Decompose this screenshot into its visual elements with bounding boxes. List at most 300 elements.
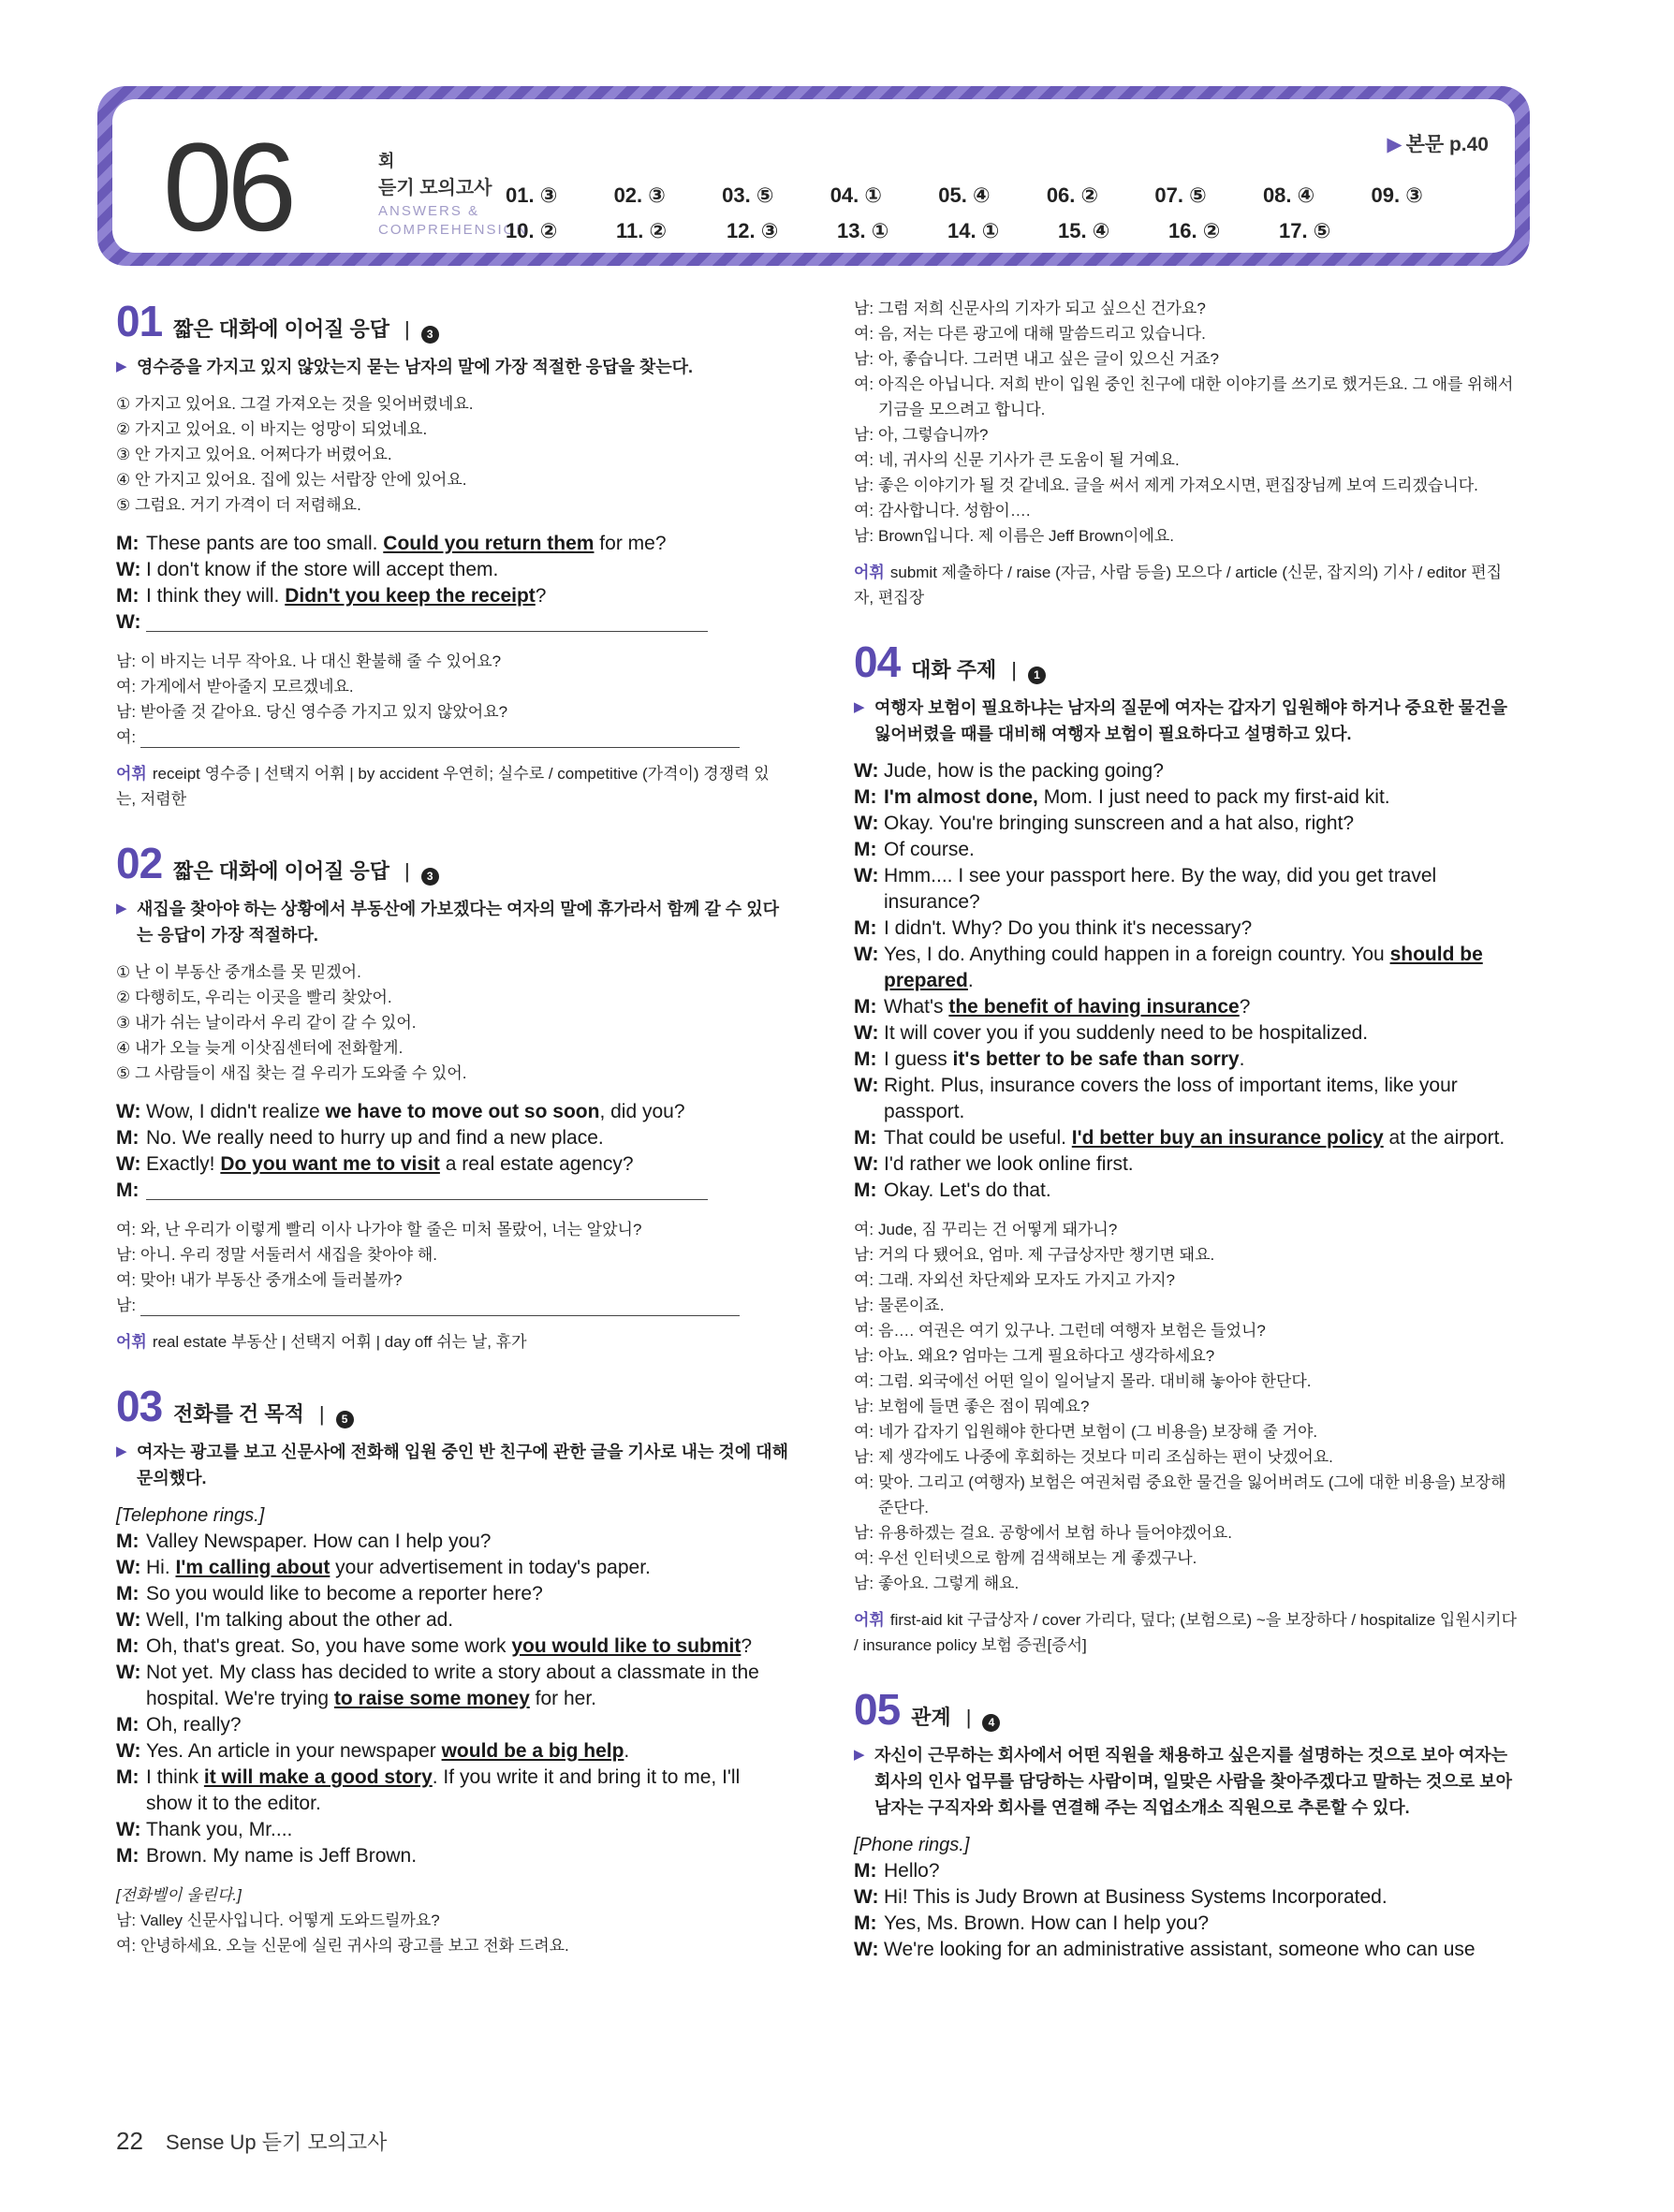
choice: ⑤ 그럼요. 거기 가격이 더 저렴해요. <box>116 496 361 514</box>
line-text: Thank you, Mr.... <box>146 1819 293 1840</box>
dialogue-line <box>116 1581 788 1607</box>
line-text: Well, I'm talking about the other ad. <box>146 1609 454 1631</box>
dialogue-line <box>116 1151 788 1178</box>
key-phrase: would be a big help <box>441 1740 624 1762</box>
line-text: Valley 신문사입니다. 어떻게 도와드릴까요? <box>140 1912 440 1929</box>
line-text: I guess <box>884 1048 953 1070</box>
line-text: 감사합니다. 성함이…. <box>878 502 1031 520</box>
stage-direction: [Phone rings.] <box>854 1835 970 1855</box>
dialogue-line <box>116 1529 788 1555</box>
line-text: Valley Newspaper. How can I help you? <box>146 1531 492 1552</box>
answer-item: 02. ③ <box>613 183 666 207</box>
stage-direction: [전화벨이 울린다.] <box>116 1886 242 1904</box>
line-text: I think they will. <box>146 585 286 607</box>
dialogue-line <box>854 916 1520 942</box>
test-subtitle: 듣기 모의고사 <box>378 178 492 198</box>
line-text: Hello? <box>884 1860 940 1882</box>
answer-item: 09. ③ <box>1371 183 1423 207</box>
key-phrase: the benefit of having insurance <box>948 996 1240 1018</box>
choice: ② 다행히도, 우리는 이곳을 빨리 찾았어. <box>116 989 392 1006</box>
answer-item: 13. ① <box>837 219 889 242</box>
line-text: . <box>624 1740 630 1762</box>
line-text: 아뇨. 왜요? 엄마는 그게 필요하다고 생각하세요? <box>878 1347 1215 1365</box>
translation-line <box>854 1444 1520 1470</box>
speaker: W: <box>116 1153 141 1175</box>
dialogue <box>854 1832 1520 1963</box>
answer-row-1 <box>506 183 1479 219</box>
line-text: 안녕하세요. 오늘 신문에 실린 귀사의 광고를 보고 전화 드려요. <box>140 1937 569 1955</box>
speaker: M: <box>854 1179 877 1201</box>
line-text: We're looking for an administrative assistant, someone who can use <box>884 1939 1476 1960</box>
speaker: W: <box>116 1819 141 1840</box>
line-text: 네, 귀사의 신문 기사가 큰 도움이 될 거예요. <box>878 451 1180 469</box>
line-text: 맞아. 그리고 (여행자) 보험은 여권처럼 중요한 물건을 잃어버려도 (그에 대한 비용을) 보장해 준단다. <box>878 1473 1506 1516</box>
key-phrase: I'm calling about <box>175 1557 330 1578</box>
key-phrase: it will make a good story <box>203 1766 433 1788</box>
dialogue-line <box>854 863 1520 916</box>
translation-line <box>116 649 788 674</box>
page-number: 22 <box>116 2127 143 2155</box>
dialogue-line <box>116 531 788 557</box>
vocab-label: 어휘 <box>116 1333 147 1351</box>
translation-line <box>116 1242 788 1267</box>
speaker: M: <box>854 917 877 939</box>
line-text: Yes, Ms. Brown. How can I help you? <box>884 1912 1210 1934</box>
line-text: 좋은 이야기가 될 것 같네요. 글을 써서 제게 가져오시면, 편집장님께 보여 드리겠습니다. <box>878 476 1478 494</box>
section-description: ▶ 여행자 보험이 필요하냐는 남자의 질문에 여자는 갑자기 입원해야 하거나 중요한 물건을 잃어버렸을 때를 대비해 여행자 보험이 필요하다고 설명하고 있다. <box>854 695 1520 747</box>
speaker: W: <box>116 1101 141 1122</box>
section-number: 01 <box>116 297 163 345</box>
section-title: 짧은 대화에 이어질 응답 <box>173 317 390 341</box>
divider: | <box>1011 658 1018 681</box>
line-text: . <box>967 970 974 991</box>
divider: | <box>404 317 410 341</box>
translation-line <box>854 498 1520 523</box>
dialogue-line <box>116 1765 788 1817</box>
stage-direction: [Telephone rings.] <box>116 1505 265 1526</box>
section-02-heading <box>116 838 788 888</box>
speaker: M: <box>854 1127 877 1149</box>
choice-list <box>116 960 788 1086</box>
speaker: 남: <box>854 1246 874 1264</box>
line-text: for me? <box>594 533 667 554</box>
translation-line <box>116 725 788 750</box>
answer-item: 03. ⑤ <box>722 183 774 207</box>
answers-label-2: COMPREHENSION <box>378 222 529 239</box>
section-title: 짧은 대화에 이어질 응답 <box>173 859 390 883</box>
answer-blank <box>140 729 740 748</box>
section-03-heading <box>116 1381 788 1431</box>
speaker: W: <box>116 1557 141 1578</box>
line-text: for her. <box>529 1688 596 1709</box>
translation-line <box>854 1318 1520 1343</box>
dialogue-line <box>116 1555 788 1581</box>
choice: ③ 내가 쉬는 날이라서 우리 같이 갈 수 있어. <box>116 1014 417 1032</box>
choice: ③ 안 가지고 있어요. 어쩌다가 버렸어요. <box>116 446 392 463</box>
speaker: M: <box>854 1048 877 1070</box>
line-text: Mom. I just need to pack my first-aid kit. <box>1037 786 1390 808</box>
speaker: M: <box>854 996 877 1018</box>
test-hoe: 회 <box>378 152 395 170</box>
translation-line <box>854 1242 1520 1267</box>
dialogue <box>116 1099 788 1204</box>
answer-item: 11. ② <box>616 219 668 242</box>
speaker: 여: <box>854 1322 874 1340</box>
line-text: 거의 다 됐어요, 엄마. 제 구급상자만 챙기면 돼요. <box>878 1246 1215 1264</box>
speaker: 여: <box>116 1271 137 1289</box>
line-text: 아직은 아닙니다. 저희 반이 입원 중인 친구에 대한 이야기를 쓰기로 했거든요. 그 애를 위해서 기금을 모으려고 합니다. <box>878 375 1514 418</box>
line-text: Jude, 짐 꾸리는 건 어떻게 돼가니? <box>878 1221 1118 1238</box>
answer-badge: 1 <box>1028 667 1046 684</box>
translation-line <box>116 1267 788 1293</box>
line-text: 이 바지는 너무 작아요. 나 대신 환불해 줄 수 있어요? <box>140 652 502 670</box>
speaker: M: <box>854 1912 877 1934</box>
line-text: 음…. 여권은 여기 있구나. 그런데 여행자 보험은 들었니? <box>878 1322 1266 1340</box>
line-text: 제 생각에도 나중에 후회하는 것보다 미리 조심하는 편이 낫겠어요. <box>878 1448 1333 1466</box>
line-text: Yes. An article in your newspaper <box>146 1740 442 1762</box>
section-04-heading <box>854 637 1520 687</box>
answer-item: 07. ⑤ <box>1154 183 1207 207</box>
dialogue-line <box>854 837 1520 863</box>
translation-line <box>854 523 1520 549</box>
speaker: 남: <box>854 1448 874 1466</box>
vocabulary <box>116 1329 788 1355</box>
dialogue-line <box>854 1884 1520 1911</box>
translation-line <box>854 1369 1520 1394</box>
answer-item: 15. ④ <box>1058 219 1110 242</box>
section-description: ▶ 영수증을 가지고 있지 않았는지 묻는 남자의 말에 가장 적절한 응답을 찾는다. <box>116 354 788 380</box>
page-reference-text: 본문 p.40 <box>1405 134 1489 155</box>
speaker: 남: <box>854 527 874 545</box>
section-number: 03 <box>116 1382 163 1430</box>
dialogue-line <box>116 1843 788 1869</box>
line-text: No. We really need to hurry up and find a new place. <box>146 1127 604 1149</box>
speaker: M: <box>854 839 877 860</box>
choice: ④ 내가 오늘 늦게 이삿짐센터에 전화할게. <box>116 1039 404 1057</box>
dialogue-line <box>116 1817 788 1843</box>
line-text: at the airport. <box>1383 1127 1505 1149</box>
page-reference <box>1387 129 1489 157</box>
translation-line <box>116 674 788 699</box>
answer-row-2 <box>506 219 1479 255</box>
line-text: 그럼. 외국에선 어떤 일이 일어날지 몰라. 대비해 놓아야 한단다. <box>878 1372 1312 1390</box>
speaker: W: <box>116 1609 141 1631</box>
key-phrase: should be prepared <box>884 944 1483 991</box>
speaker: W: <box>854 1075 879 1096</box>
line-text: 유용하겠는 걸요. 공항에서 보험 하나 들어야겠어요. <box>878 1524 1232 1542</box>
translation-line <box>116 1217 788 1242</box>
vocab-label: 어휘 <box>854 564 885 581</box>
key-phrase: Do you want me to visit <box>220 1153 440 1175</box>
key-phrase: Could you return them <box>383 533 595 554</box>
translation-line <box>854 1343 1520 1369</box>
speaker: M: <box>116 1845 140 1867</box>
speaker: 여: <box>854 502 874 520</box>
line-text: 와, 난 우리가 이렇게 빨리 이사 나가야 할 줄은 미처 몰랐어, 너는 알았니? <box>140 1221 642 1238</box>
translation-line <box>116 1933 788 1958</box>
vocabulary <box>854 560 1520 610</box>
speaker: 여: <box>854 451 874 469</box>
line-text: Wow, I didn't realize <box>146 1101 326 1122</box>
translation-line <box>854 1520 1520 1545</box>
line-text: Not yet. My class has decided to write a story about a classmate in the hospital. We're trying <box>146 1662 759 1709</box>
line-text: ? <box>535 585 547 607</box>
choice-list <box>116 391 788 518</box>
speaker: 여: <box>854 1423 874 1441</box>
left-column <box>116 296 788 1958</box>
line-text: So you would like to become a reporter here? <box>146 1583 543 1604</box>
line-text: 보험에 들면 좋은 점이 뭐예요? <box>878 1398 1090 1415</box>
line-text: 맞아! 내가 부동산 중개소에 들러볼까? <box>140 1271 403 1289</box>
line-text: What's <box>884 996 949 1018</box>
speaker: W: <box>854 1153 879 1175</box>
right-column <box>854 296 1520 1963</box>
translation-line <box>854 346 1520 372</box>
speaker: 여: <box>116 728 137 746</box>
line-text: 아, 그렇습니까? <box>878 426 989 444</box>
translation-line <box>116 1908 788 1933</box>
translation-line <box>854 1217 1520 1242</box>
answer-item: 06. ② <box>1046 183 1099 207</box>
speaker: M: <box>116 1179 140 1201</box>
speaker: 남: <box>854 426 874 444</box>
answer-item: 17. ⑤ <box>1279 219 1331 242</box>
divider: | <box>318 1402 325 1426</box>
translation-line <box>854 1470 1520 1520</box>
line-text: 아, 좋습니다. 그러면 내고 싶은 글이 있으신 거죠? <box>878 350 1219 368</box>
speaker: W: <box>854 1022 879 1044</box>
answer-item: 12. ③ <box>727 219 779 242</box>
line-text: Hmm.... I see your passport here. By the way, did you get travel insurance? <box>884 865 1437 913</box>
dialogue-line <box>854 1047 1520 1073</box>
choice: ② 가지고 있어요. 이 바지는 엉망이 되었네요. <box>116 420 428 438</box>
line-text: . <box>1239 1048 1245 1070</box>
speaker: W: <box>854 1886 879 1908</box>
speaker: W: <box>116 559 141 580</box>
dialogue-line <box>116 609 788 636</box>
choice: ⑤ 그 사람들이 새집 찾는 걸 우리가 도와줄 수 있어. <box>116 1064 467 1082</box>
vocab-text: real estate 부동산 | 선택지 어휘 | day off 쉬는 날, 휴가 <box>152 1333 527 1351</box>
speaker: 여: <box>854 1473 874 1491</box>
line-text: 네가 갑자기 입원해야 한다면 보험이 (그 비용을) 보장해 줄 거야. <box>878 1423 1318 1441</box>
vocab-label: 어휘 <box>854 1611 885 1629</box>
speaker: 남: <box>854 1398 874 1415</box>
vocab-text: receipt 영수증 | 선택지 어휘 | by accident 우연히; 실수로 / competitive (가격이) 경쟁력 있는, 저렴한 <box>116 765 770 808</box>
dialogue-line <box>116 1660 788 1712</box>
speaker: 남: <box>854 1296 874 1314</box>
line-text: I don't know if the store will accept them. <box>146 559 499 580</box>
speaker: 여: <box>854 1372 874 1390</box>
key-phrase: you would like to submit <box>511 1635 742 1657</box>
divider: | <box>404 859 410 883</box>
line-text: Jude, how is the packing going? <box>884 760 1164 782</box>
speaker: W: <box>116 1740 141 1762</box>
header-panel <box>112 99 1515 257</box>
section-description: ▶ 새집을 찾아야 하는 상황에서 부동산에 가보겠다는 여자의 말에 휴가라서 함께 갈 수 있다는 응답이 가장 적절하다. <box>116 896 788 948</box>
line-text: These pants are too small. <box>146 533 384 554</box>
key-phrase: I'd better buy an insurance policy <box>1071 1127 1384 1149</box>
speaker: W: <box>854 865 879 886</box>
speaker: 남: <box>854 1524 874 1542</box>
line-text: 물론이죠. <box>878 1296 945 1314</box>
translation-line <box>854 422 1520 447</box>
speaker: 여: <box>116 678 137 696</box>
line-text: 우선 인터넷으로 함께 검색해보는 게 좋겠구나. <box>878 1549 1197 1567</box>
section-number: 02 <box>116 839 163 887</box>
speaker: 남: <box>854 1347 874 1365</box>
speaker: 남: <box>854 350 874 368</box>
dialogue-line <box>116 1712 788 1738</box>
line-text: I'd rather we look online first. <box>884 1153 1134 1175</box>
speaker: W: <box>854 760 879 782</box>
dialogue-line <box>854 994 1520 1020</box>
section-01-heading <box>116 296 788 346</box>
speaker: 여: <box>116 1937 137 1955</box>
dialogue <box>116 531 788 636</box>
speaker: 남: <box>116 1246 137 1264</box>
line-text: your advertisement in today's paper. <box>330 1557 651 1578</box>
vocab-text: submit 제출하다 / raise (자금, 사람 등을) 모으다 / article (신문, 잡지의) 기사 / editor 편집자, 편집장 <box>854 564 1503 607</box>
dialogue-line <box>854 811 1520 837</box>
dialogue-line <box>854 1937 1520 1963</box>
dialogue-line <box>854 1178 1520 1204</box>
speaker: M: <box>116 1714 140 1736</box>
speaker: W: <box>854 1939 879 1960</box>
line-text: ? <box>741 1635 753 1657</box>
answer-item: 05. ④ <box>938 183 991 207</box>
translation-continued <box>854 296 1520 549</box>
translation-line <box>854 321 1520 346</box>
section-number: 05 <box>854 1685 901 1734</box>
speaker: 여: <box>854 1271 874 1289</box>
dialogue-line <box>116 1099 788 1125</box>
vocabulary <box>116 761 788 812</box>
speaker: 남: <box>854 1575 874 1592</box>
dialogue-line <box>116 583 788 609</box>
answer-blank <box>140 1297 740 1316</box>
key-phrase: we have to move out so soon <box>325 1101 600 1122</box>
line-text: Oh, really? <box>146 1714 242 1736</box>
answer-item: 04. ① <box>830 183 883 207</box>
dialogue-line <box>116 1125 788 1151</box>
translation-line <box>116 699 788 725</box>
speaker: M: <box>854 1860 877 1882</box>
line-text: a real estate agency? <box>439 1153 634 1175</box>
header-band <box>97 86 1530 266</box>
speaker: M: <box>116 1127 140 1149</box>
line-text: I think <box>146 1766 204 1788</box>
key-phrase: to raise some money <box>333 1688 530 1709</box>
speaker: 남: <box>116 1296 137 1314</box>
answer-badge: 3 <box>421 868 439 886</box>
triangle-icon: ▶ <box>1387 134 1402 155</box>
vocab-label: 어휘 <box>116 765 147 783</box>
answer-item: 10. ② <box>506 219 558 242</box>
dialogue-line <box>116 1607 788 1633</box>
dialogue-line <box>854 784 1520 811</box>
speaker: W: <box>854 944 879 965</box>
speaker: M: <box>116 533 140 554</box>
section-title: 대화 주제 <box>911 658 997 681</box>
line-text: Right. Plus, insurance covers the loss of important items, like your passport. <box>884 1075 1458 1122</box>
answer-item: 16. ② <box>1168 219 1221 242</box>
dialogue-line <box>116 1633 788 1660</box>
speaker: W: <box>854 813 879 834</box>
vocabulary <box>854 1607 1520 1658</box>
translation-line <box>854 372 1520 422</box>
vocab-text: first-aid kit 구급상자 / cover 가리다, 덮다; (보험으로) ~을 보장하다 / hospitalize 입원시키다 / insurance policy 보험 증권[증서] <box>854 1611 1518 1654</box>
choice: ④ 안 가지고 있어요. 집에 있는 서랍장 안에 있어요. <box>116 471 467 489</box>
translation-line <box>116 1293 788 1318</box>
choice: ① 난 이 부동산 중개소를 못 믿겠어. <box>116 963 361 981</box>
line-text: Hi. <box>146 1557 176 1578</box>
dialogue-line <box>854 758 1520 784</box>
section-title: 관계 <box>911 1706 951 1729</box>
key-phrase: I'm almost done, <box>884 786 1038 808</box>
line-text: Yes, I do. Anything could happen in a foreign country. You <box>884 944 1390 965</box>
line-text: 그럼 저희 신문사의 기자가 되고 싶으신 건가요? <box>878 300 1206 317</box>
dialogue <box>854 758 1520 1204</box>
translation-line <box>854 1571 1520 1596</box>
speaker: 여: <box>854 1221 874 1238</box>
dialogue <box>116 1502 788 1869</box>
line-text: Of course. <box>884 839 975 860</box>
speaker: W: <box>116 611 141 633</box>
choice: ① 가지고 있어요. 그걸 가져오는 것을 잊어버렸네요. <box>116 395 474 413</box>
book-title: Sense Up 듣기 모의고사 <box>166 2131 388 2154</box>
answer-item: 14. ① <box>947 219 1000 242</box>
dialogue-line <box>854 942 1520 994</box>
line-text: Hi! This is Judy Brown at Business Systems Incorporated. <box>884 1886 1388 1908</box>
answer-item: 01. ③ <box>506 183 558 207</box>
speaker: M: <box>116 1531 140 1552</box>
line-text: 아니. 우리 정말 서둘러서 새집을 찾아야 해. <box>140 1246 437 1264</box>
speaker: 여: <box>854 325 874 343</box>
speaker: 여: <box>854 375 874 393</box>
section-05-heading <box>854 1684 1520 1735</box>
dialogue-line <box>854 1151 1520 1178</box>
speaker: M: <box>116 1635 140 1657</box>
line-text: Brown. My name is Jeff Brown. <box>146 1845 418 1867</box>
speaker: 여: <box>116 1221 137 1238</box>
speaker: 여: <box>854 1549 874 1567</box>
speaker: W: <box>116 1662 141 1683</box>
line-text: 가게에서 받아줄지 모르겠네요. <box>140 678 354 696</box>
translation-line <box>854 1419 1520 1444</box>
dialogue-line <box>854 1125 1520 1151</box>
speaker: 남: <box>116 652 137 670</box>
answer-badge: 3 <box>421 326 439 344</box>
dialogue-line <box>854 1073 1520 1125</box>
line-text: Okay. You're bringing sunscreen and a hat also, right? <box>884 813 1355 834</box>
translation-line <box>854 296 1520 321</box>
line-text: ? <box>1239 996 1251 1018</box>
page-footer <box>116 2127 387 2156</box>
line-text: That could be useful. <box>884 1127 1072 1149</box>
translation-line <box>854 1394 1520 1419</box>
section-description: ▶ 자신이 근무하는 회사에서 어떤 직원을 채용하고 싶은지를 설명하는 것으로 보아 여자는 회사의 인사 업무를 담당하는 사람이며, 일맞은 사람을 찾아주겠다고 말하는 것으로 보아 남자는 구직자와 회사를 연결해 주는 직업소개소 직원으로 추론할 수 있다. <box>854 1742 1520 1821</box>
answer-key <box>506 183 1479 255</box>
line-text: Exactly! <box>146 1153 221 1175</box>
dialogue-line <box>116 1738 788 1765</box>
section-number: 04 <box>854 637 901 686</box>
translation-line <box>854 473 1520 498</box>
translation <box>116 649 788 750</box>
line-text: Brown입니다. 제 이름은 Jeff Brown이에요. <box>878 527 1175 545</box>
line-text: 좋아요. 그렇게 해요. <box>878 1575 1020 1592</box>
line-text: . If you write it and bring it to me, I'll show it to the editor. <box>146 1766 741 1814</box>
translation <box>854 1217 1520 1596</box>
